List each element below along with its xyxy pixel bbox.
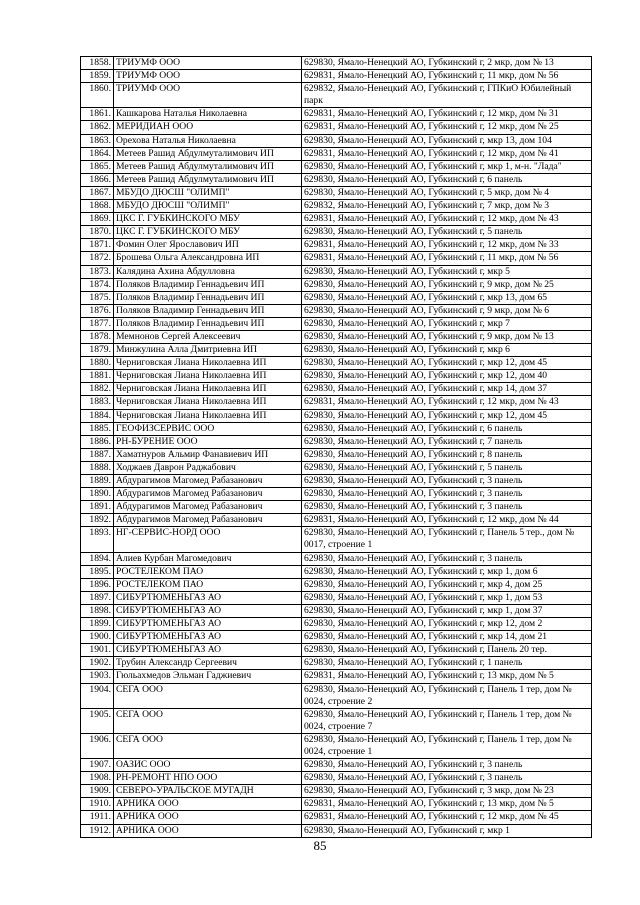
- row-number: 1896.: [81, 578, 114, 591]
- table-row: [81, 657, 592, 670]
- row-number: 1899.: [81, 618, 114, 631]
- table-row: [81, 121, 592, 134]
- table-row: [81, 83, 592, 108]
- table-row: [81, 591, 592, 604]
- address: 629830, Ямало-Ненецкий АО, Губкинский г, мкр 12, дом 40: [302, 370, 592, 383]
- table-row: [81, 134, 592, 147]
- row-number: 1886.: [81, 435, 114, 448]
- row-number: 1870.: [81, 226, 114, 239]
- address: 629830, Ямало-Ненецкий АО, Губкинский г, мкр 12, дом 45: [302, 357, 592, 370]
- address: 629830, Ямало-Ненецкий АО, Губкинский г, 8 панель: [302, 448, 592, 461]
- row-number: 1877.: [81, 317, 114, 330]
- row-number: 1911.: [81, 811, 114, 824]
- address: 629830, Ямало-Ненецкий АО, Губкинский г, 3 панель: [302, 501, 592, 514]
- address: 629830, Ямало-Ненецкий АО, Губкинский г, мкр 12, дом 45: [302, 409, 592, 422]
- table-row: [81, 422, 592, 435]
- row-number: 1873.: [81, 265, 114, 278]
- organization-name: РН-РЕМОНТ НПО ООО: [114, 772, 302, 785]
- address: 629830, Ямало-Ненецкий АО, Губкинский г, 3 панель: [302, 772, 592, 785]
- organization-name: Хаматнуров Альмир Фанавиевич ИП: [114, 448, 302, 461]
- table-row: [81, 409, 592, 422]
- table-row: [81, 475, 592, 488]
- address: 629830, Ямало-Ненецкий АО, Губкинский г, мкр 1, дом 37: [302, 604, 592, 617]
- table-row: [81, 383, 592, 396]
- table-row: [81, 644, 592, 657]
- table-row: [81, 160, 592, 173]
- address: 629830, Ямало-Ненецкий АО, Губкинский г, 3 мкр, дом № 23: [302, 785, 592, 798]
- row-number: 1889.: [81, 475, 114, 488]
- address: 629830, Ямало-Ненецкий АО, Губкинский г, 5 панель: [302, 226, 592, 239]
- table-row: [81, 265, 592, 278]
- table-row: [81, 552, 592, 565]
- organization-name: Алиев Курбан Магомедович: [114, 552, 302, 565]
- organization-name: СИБУРТЮМЕНЬГАЗ АО: [114, 618, 302, 631]
- row-number: 1898.: [81, 604, 114, 617]
- row-number: 1861.: [81, 108, 114, 121]
- address: 629830, Ямало-Ненецкий АО, Губкинский г, 3 панель: [302, 759, 592, 772]
- address: 629832, Ямало-Ненецкий АО, Губкинский г, 7 мкр, дом № 3: [302, 200, 592, 213]
- organization-name: Поляков Владимир Геннадьевич ИП: [114, 304, 302, 317]
- page-number: 85: [313, 838, 327, 853]
- organization-name: СИБУРТЮМЕНЬГАЗ АО: [114, 591, 302, 604]
- address: 629830, Ямало-Ненецкий АО, Губкинский г, мкр 14, дом 37: [302, 383, 592, 396]
- organization-name: СИБУРТЮМЕНЬГАЗ АО: [114, 604, 302, 617]
- table-row: [81, 798, 592, 811]
- table-row: [81, 57, 592, 70]
- organization-name: РОСТЕЛЕКОМ ПАО: [114, 578, 302, 591]
- organization-name: СИБУРТЮМЕНЬГАЗ АО: [114, 631, 302, 644]
- organization-name: НГ-СЕРВИС-НОРД ООО: [114, 527, 302, 552]
- organization-name: Черниговская Лиана Николаевна ИП: [114, 396, 302, 409]
- table-row: [81, 396, 592, 409]
- address: 629830, Ямало-Ненецкий АО, Губкинский г, 5 мкр, дом № 4: [302, 186, 592, 199]
- address: 629831, Ямало-Ненецкий АО, Губкинский г, 12 мкр, дом № 43: [302, 213, 592, 226]
- row-number: 1893.: [81, 527, 114, 552]
- row-number: 1908.: [81, 772, 114, 785]
- organization-name: СЕВЕРО-УРАЛЬСКОЕ МУГАДН: [114, 785, 302, 798]
- row-number: 1883.: [81, 396, 114, 409]
- address: 629831, Ямало-Ненецкий АО, Губкинский г, 13 мкр, дом № 5: [302, 670, 592, 683]
- row-number: 1858.: [81, 57, 114, 70]
- table-row: [81, 631, 592, 644]
- organization-name: Метеев Рашид Абдулмуталимович ИП: [114, 160, 302, 173]
- row-number: 1875.: [81, 291, 114, 304]
- table-row: [81, 448, 592, 461]
- organization-name: Черниговская Лиана Николаевна ИП: [114, 370, 302, 383]
- organization-name: ТРИУМФ ООО: [114, 70, 302, 83]
- row-number: 1881.: [81, 370, 114, 383]
- address: 629830, Ямало-Ненецкий АО, Губкинский г, 7 панель: [302, 435, 592, 448]
- address: 629830, Ямало-Ненецкий АО, Губкинский г, 2 мкр, дом № 13: [302, 57, 592, 70]
- table-row: [81, 683, 592, 708]
- table-row: [81, 304, 592, 317]
- organization-name: СИБУРТЮМЕНЬГАЗ АО: [114, 644, 302, 657]
- organization-name: Мемнонов Сергей Алексеевич: [114, 330, 302, 343]
- row-number: 1891.: [81, 501, 114, 514]
- row-number: 1907.: [81, 759, 114, 772]
- address: 629830, Ямало-Ненецкий АО, Губкинский г, 9 мкр, дом № 25: [302, 278, 592, 291]
- address: 629830, Ямало-Ненецкий АО, Губкинский г, 9 мкр, дом № 13: [302, 330, 592, 343]
- organization-name: ЦКС Г. ГУБКИНСКОГО МБУ: [114, 226, 302, 239]
- organization-name: Черниговская Лиана Николаевна ИП: [114, 383, 302, 396]
- organization-name: РН-БУРЕНИЕ ООО: [114, 435, 302, 448]
- row-number: 1885.: [81, 422, 114, 435]
- table-row: [81, 824, 592, 837]
- organization-name: СЕГА ООО: [114, 683, 302, 708]
- row-number: 1909.: [81, 785, 114, 798]
- address: 629830, Ямало-Ненецкий АО, Губкинский г, мкр 7: [302, 317, 592, 330]
- row-number: 1867.: [81, 186, 114, 199]
- organization-name: Орехова Наталья Николаевна: [114, 134, 302, 147]
- address: 629830, Ямало-Ненецкий АО, Губкинский г, мкр 13, дом 104: [302, 134, 592, 147]
- organization-name: АРНИКА ООО: [114, 811, 302, 824]
- address: 629830, Ямало-Ненецкий АО, Губкинский г, 9 мкр, дом № 6: [302, 304, 592, 317]
- table-row: [81, 772, 592, 785]
- organization-name: Калядина Ахина Абдулловна: [114, 265, 302, 278]
- row-number: 1887.: [81, 448, 114, 461]
- row-number: 1906.: [81, 733, 114, 758]
- row-number: 1882.: [81, 383, 114, 396]
- address: 629832, Ямало-Ненецкий АО, Губкинский г, ГПКиО Юбилейный парк: [302, 83, 592, 108]
- row-number: 1872.: [81, 252, 114, 265]
- organization-name: ЦКС Г. ГУБКИНСКОГО МБУ: [114, 213, 302, 226]
- table-row: [81, 578, 592, 591]
- organization-name: ТРИУМФ ООО: [114, 83, 302, 108]
- organization-name: Минжулина Алла Дмитриевна ИП: [114, 344, 302, 357]
- organization-name: МБУДО ДЮСШ "ОЛИМП": [114, 200, 302, 213]
- organization-name: Кашкарова Наталья Николаевна: [114, 108, 302, 121]
- address: 629831, Ямало-Ненецкий АО, Губкинский г, 11 мкр, дом № 56: [302, 252, 592, 265]
- address: 629830, Ямало-Ненецкий АО, Губкинский г, мкр 1, м-н. "Лада": [302, 160, 592, 173]
- address: 629830, Ямало-Ненецкий АО, Губкинский г, мкр 12, дом 2: [302, 618, 592, 631]
- organization-name: ГЕОФИЗСЕРВИС ООО: [114, 422, 302, 435]
- table-row: [81, 357, 592, 370]
- address: 629831, Ямало-Ненецкий АО, Губкинский г, 12 мкр, дом № 31: [302, 108, 592, 121]
- table-row: [81, 330, 592, 343]
- row-number: 1865.: [81, 160, 114, 173]
- row-number: 1862.: [81, 121, 114, 134]
- organization-name: АРНИКА ООО: [114, 798, 302, 811]
- address: 629830, Ямало-Ненецкий АО, Губкинский г, 6 панель: [302, 422, 592, 435]
- organization-name: Фомин Олег Ярославович ИП: [114, 239, 302, 252]
- address: 629830, Ямало-Ненецкий АО, Губкинский г, 5 панель: [302, 461, 592, 474]
- row-number: 1902.: [81, 657, 114, 670]
- address: 629830, Ямало-Ненецкий АО, Губкинский г, Панель 1 тер, дом № 0024, строение 7: [302, 708, 592, 733]
- table-row: [81, 488, 592, 501]
- row-number: 1904.: [81, 683, 114, 708]
- table-row: [81, 370, 592, 383]
- table-row: [81, 759, 592, 772]
- organization-name: Черниговская Лиана Николаевна ИП: [114, 409, 302, 422]
- row-number: 1892.: [81, 514, 114, 527]
- address: 629830, Ямало-Ненецкий АО, Губкинский г, мкр 1, дом 6: [302, 565, 592, 578]
- address: 629830, Ямало-Ненецкий АО, Губкинский г, мкр 5: [302, 265, 592, 278]
- row-number: 1894.: [81, 552, 114, 565]
- table-row: [81, 252, 592, 265]
- row-number: 1905.: [81, 708, 114, 733]
- table-row: [81, 527, 592, 552]
- address: 629830, Ямало-Ненецкий АО, Губкинский г, мкр 14, дом 21: [302, 631, 592, 644]
- table-row: [81, 435, 592, 448]
- table-row: [81, 317, 592, 330]
- table-row: [81, 461, 592, 474]
- organization-name: Абдурагимов Магомед Рабазанович: [114, 475, 302, 488]
- organization-name: Метеев Рашид Абдулмуталимович ИП: [114, 147, 302, 160]
- table-row: [81, 501, 592, 514]
- address: 629831, Ямало-Ненецкий АО, Губкинский г, 11 мкр, дом № 56: [302, 70, 592, 83]
- table-row: [81, 108, 592, 121]
- row-number: 1890.: [81, 488, 114, 501]
- organization-name: Ходжаев Даврон Раджабович: [114, 461, 302, 474]
- address: 629831, Ямало-Ненецкий АО, Губкинский г, 12 мкр, дом № 25: [302, 121, 592, 134]
- table-row: [81, 186, 592, 199]
- address: 629830, Ямало-Ненецкий АО, Губкинский г, Панель 1 тер, дом № 0024, строение 1: [302, 733, 592, 758]
- address: 629830, Ямало-Ненецкий АО, Губкинский г, мкр 4, дом 25: [302, 578, 592, 591]
- address: 629830, Ямало-Ненецкий АО, Губкинский г, 3 панель: [302, 475, 592, 488]
- address: 629830, Ямало-Ненецкий АО, Губкинский г, мкр 1: [302, 824, 592, 837]
- table-row: [81, 785, 592, 798]
- address: 629831, Ямало-Ненецкий АО, Губкинский г, 12 мкр, дом № 45: [302, 811, 592, 824]
- table-row: [81, 344, 592, 357]
- row-number: 1876.: [81, 304, 114, 317]
- table-row: [81, 618, 592, 631]
- address: 629830, Ямало-Ненецкий АО, Губкинский г, мкр 1, дом 53: [302, 591, 592, 604]
- table-row: [81, 708, 592, 733]
- table-row: [81, 291, 592, 304]
- registry-sheet: [80, 56, 586, 838]
- table-row: [81, 200, 592, 213]
- organization-name: СЕГА ООО: [114, 708, 302, 733]
- organization-name: Поляков Владимир Геннадьевич ИП: [114, 291, 302, 304]
- address: 629830, Ямало-Ненецкий АО, Губкинский г, 6 панель: [302, 173, 592, 186]
- registry-table-body: [81, 57, 592, 838]
- address: 629831, Ямало-Ненецкий АО, Губкинский г, 12 мкр, дом № 44: [302, 514, 592, 527]
- table-row: [81, 239, 592, 252]
- address: 629831, Ямало-Ненецкий АО, Губкинский г, 12 мкр, дом № 41: [302, 147, 592, 160]
- address: 629830, Ямало-Ненецкий АО, Губкинский г, мкр 13, дом 65: [302, 291, 592, 304]
- registry-table: [80, 56, 592, 838]
- address: 629830, Ямало-Ненецкий АО, Губкинский г, Панель 20 тер.: [302, 644, 592, 657]
- row-number: 1897.: [81, 591, 114, 604]
- table-row: [81, 604, 592, 617]
- organization-name: АРНИКА ООО: [114, 824, 302, 837]
- row-number: 1912.: [81, 824, 114, 837]
- table-row: [81, 811, 592, 824]
- row-number: 1878.: [81, 330, 114, 343]
- row-number: 1879.: [81, 344, 114, 357]
- row-number: 1868.: [81, 200, 114, 213]
- row-number: 1866.: [81, 173, 114, 186]
- organization-name: Трубин Александр Сергеевич: [114, 657, 302, 670]
- organization-name: Поляков Владимир Геннадьевич ИП: [114, 278, 302, 291]
- row-number: 1901.: [81, 644, 114, 657]
- table-row: [81, 147, 592, 160]
- address: 629830, Ямало-Ненецкий АО, Губкинский г, мкр 6: [302, 344, 592, 357]
- row-number: 1880.: [81, 357, 114, 370]
- table-row: [81, 213, 592, 226]
- row-number: 1884.: [81, 409, 114, 422]
- table-row: [81, 226, 592, 239]
- address: 629831, Ямало-Ненецкий АО, Губкинский г, 12 мкр, дом № 33: [302, 239, 592, 252]
- organization-name: Абдурагимов Магомед Рабазанович: [114, 501, 302, 514]
- organization-name: ОАЗИС ООО: [114, 759, 302, 772]
- address: 629831, Ямало-Ненецкий АО, Губкинский г, 13 мкр, дом № 5: [302, 798, 592, 811]
- table-row: [81, 278, 592, 291]
- address: 629830, Ямало-Ненецкий АО, Губкинский г, 3 панель: [302, 552, 592, 565]
- organization-name: СЕГА ООО: [114, 733, 302, 758]
- row-number: 1864.: [81, 147, 114, 160]
- address: 629831, Ямало-Ненецкий АО, Губкинский г, 12 мкр, дом № 43: [302, 396, 592, 409]
- organization-name: ТРИУМФ ООО: [114, 57, 302, 70]
- table-row: [81, 565, 592, 578]
- table-row: [81, 514, 592, 527]
- address: 629830, Ямало-Ненецкий АО, Губкинский г, 1 панель: [302, 657, 592, 670]
- row-number: 1874.: [81, 278, 114, 291]
- address: 629830, Ямало-Ненецкий АО, Губкинский г, Панель 1 тер, дом № 0024, строение 2: [302, 683, 592, 708]
- table-row: [81, 70, 592, 83]
- row-number: 1903.: [81, 670, 114, 683]
- organization-name: РОСТЕЛЕКОМ ПАО: [114, 565, 302, 578]
- row-number: 1900.: [81, 631, 114, 644]
- table-row: [81, 733, 592, 758]
- organization-name: Гюльахмедов Эльман Гаджиевич: [114, 670, 302, 683]
- row-number: 1863.: [81, 134, 114, 147]
- organization-name: МБУДО ДЮСШ "ОЛИМП": [114, 186, 302, 199]
- row-number: 1871.: [81, 239, 114, 252]
- address: 629830, Ямало-Ненецкий АО, Губкинский г, 3 панель: [302, 488, 592, 501]
- organization-name: Черниговская Лиана Николаевна ИП: [114, 357, 302, 370]
- row-number: 1888.: [81, 461, 114, 474]
- organization-name: Абдурагимов Магомед Рабазанович: [114, 488, 302, 501]
- organization-name: Брошева Ольга Александровна ИП: [114, 252, 302, 265]
- row-number: 1910.: [81, 798, 114, 811]
- row-number: 1859.: [81, 70, 114, 83]
- organization-name: Абдурагимов Магомед Рабазанович: [114, 514, 302, 527]
- address: 629830, Ямало-Ненецкий АО, Губкинский г, Панель 5 тер., дом № 0017, строение 1: [302, 527, 592, 552]
- organization-name: Метеев Рашид Абдулмуталимович ИП: [114, 173, 302, 186]
- row-number: 1895.: [81, 565, 114, 578]
- organization-name: Поляков Владимир Геннадьевич ИП: [114, 317, 302, 330]
- table-row: [81, 173, 592, 186]
- row-number: 1860.: [81, 83, 114, 108]
- organization-name: МЕРИДИАН ООО: [114, 121, 302, 134]
- table-row: [81, 670, 592, 683]
- row-number: 1869.: [81, 213, 114, 226]
